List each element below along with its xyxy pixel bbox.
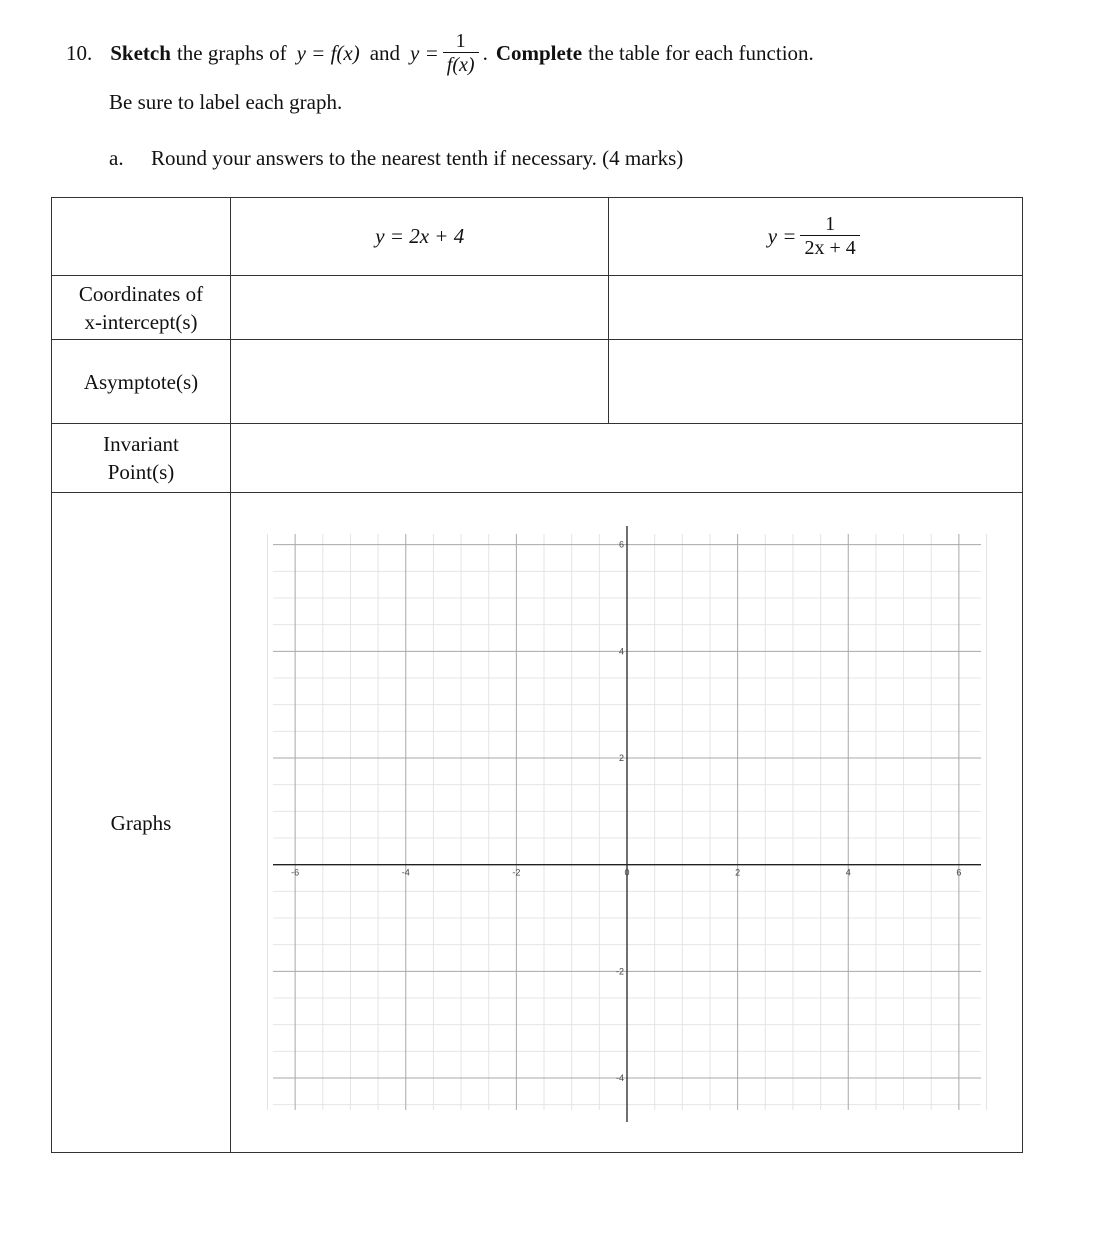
- x-intercepts-label-line2: x-intercept(s): [84, 309, 198, 334]
- coordinate-grid[interactable]: [231, 494, 1022, 1152]
- row-label-asymptotes: Asymptote(s): [52, 340, 231, 424]
- question-text-b: the table for each function.: [588, 41, 814, 65]
- equation-reciprocal-fraction: [443, 30, 479, 77]
- question-line: [66, 30, 814, 77]
- answer-x-intercept-reciprocal[interactable]: [609, 276, 1023, 340]
- y-tick-label: 2: [618, 752, 624, 763]
- complete-word: Complete: [495, 41, 583, 65]
- answer-asymptote-reciprocal[interactable]: [609, 340, 1023, 424]
- row-label-invariant-points: [52, 424, 231, 493]
- equation-f: y = f(x): [296, 41, 360, 65]
- part-text: Round your answers to the nearest tenth if necessary. (4 marks): [151, 146, 684, 170]
- question-text-a: the graphs of: [176, 41, 287, 65]
- x-tick-label: -2: [512, 867, 521, 878]
- instruction-line: Be sure to label each graph.: [109, 90, 343, 114]
- graph-cell[interactable]: [231, 493, 1023, 1153]
- row-label-x-intercepts: [52, 276, 231, 340]
- x-intercepts-label-line1: Coordinates of: [78, 281, 204, 306]
- header-reciprocal-fraction: [800, 213, 859, 260]
- x-tick-label: -6: [291, 867, 300, 878]
- x-tick-label: 6: [956, 867, 962, 878]
- y-tick-label: 6: [618, 539, 624, 550]
- answer-x-intercept-linear[interactable]: [231, 276, 609, 340]
- row-label-graphs: Graphs: [52, 493, 231, 1153]
- y-tick-label: 4: [618, 645, 624, 656]
- x-tick-label: 4: [845, 867, 851, 878]
- x-tick-label: 0: [624, 867, 630, 878]
- header-linear: [231, 198, 609, 276]
- header-empty-cell: [52, 198, 231, 276]
- invariant-label-line1: Invariant: [103, 432, 179, 456]
- header-linear-equation: y = 2x + 4: [375, 224, 465, 248]
- invariant-label-line2: Point(s): [107, 460, 175, 484]
- period: .: [482, 41, 488, 65]
- fraction-numerator: 1: [455, 30, 466, 52]
- fraction-denominator: f(x): [443, 52, 479, 77]
- and-word: and: [369, 41, 401, 65]
- header-reciprocal: [609, 198, 1023, 276]
- part-a-line: [109, 146, 683, 171]
- answer-invariant-points[interactable]: [231, 424, 1023, 493]
- y-tick-label: -4: [615, 1072, 624, 1083]
- part-letter: a.: [109, 146, 124, 170]
- header-reciprocal-prefix: y =: [767, 224, 797, 248]
- question-number: 10.: [66, 41, 93, 65]
- answer-table: [51, 197, 1023, 1153]
- equation-reciprocal-prefix: y =: [410, 41, 439, 65]
- answer-asymptote-linear[interactable]: [231, 340, 609, 424]
- x-tick-label: -4: [401, 867, 410, 878]
- sketch-word: Sketch: [110, 41, 171, 65]
- header-fraction-denominator: 2x + 4: [800, 235, 859, 260]
- x-tick-label: 2: [735, 867, 741, 878]
- header-fraction-numerator: 1: [825, 213, 836, 235]
- y-tick-label: -2: [615, 965, 624, 976]
